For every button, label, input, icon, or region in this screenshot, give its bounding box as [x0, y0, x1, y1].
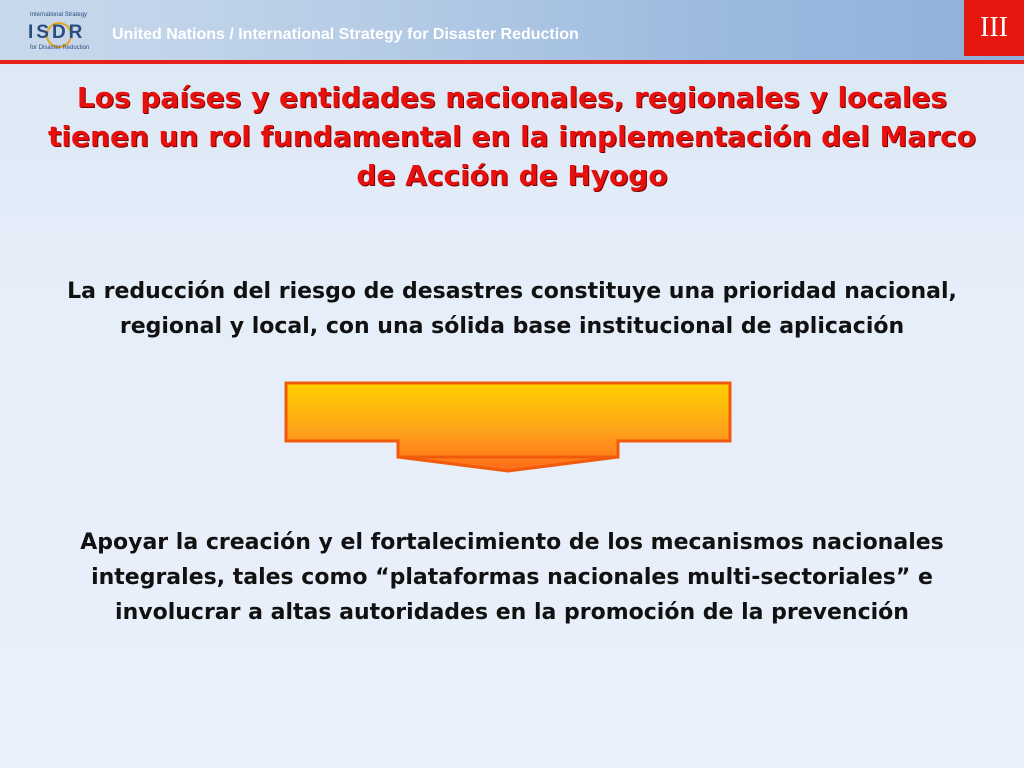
action-text: Apoyar la creación y el fortalecimiento de los mecanismos nacionales integrales, tales como “plataformas nacionales multi-sectoriales” e involucrar a altas autoridades en la promoción de la prevención [80, 530, 944, 625]
header-divider [0, 60, 1024, 64]
logo-bottom-text: for Disaster Reduction [30, 45, 90, 51]
header-bar [0, 0, 1024, 62]
statement-text: La reducción del riesgo de desastres constituye una prioridad nacional, regional y local, con una sólida base institucional de aplicación [67, 279, 957, 339]
isdr-logo [22, 12, 102, 54]
logo-letters: ISDR [28, 22, 86, 43]
header-title: United Nations / International Strategy for Disaster Reduction [112, 26, 579, 43]
slide-title: Los países y entidades nacionales, regionales y locales tienen un rol fundamental en la implementación del Marco de Acción de Hyogo [48, 81, 976, 192]
section-number-badge: III [964, 0, 1024, 56]
down-arrow-icon [282, 381, 734, 475]
logo-top-text: International Strategy [30, 12, 88, 18]
